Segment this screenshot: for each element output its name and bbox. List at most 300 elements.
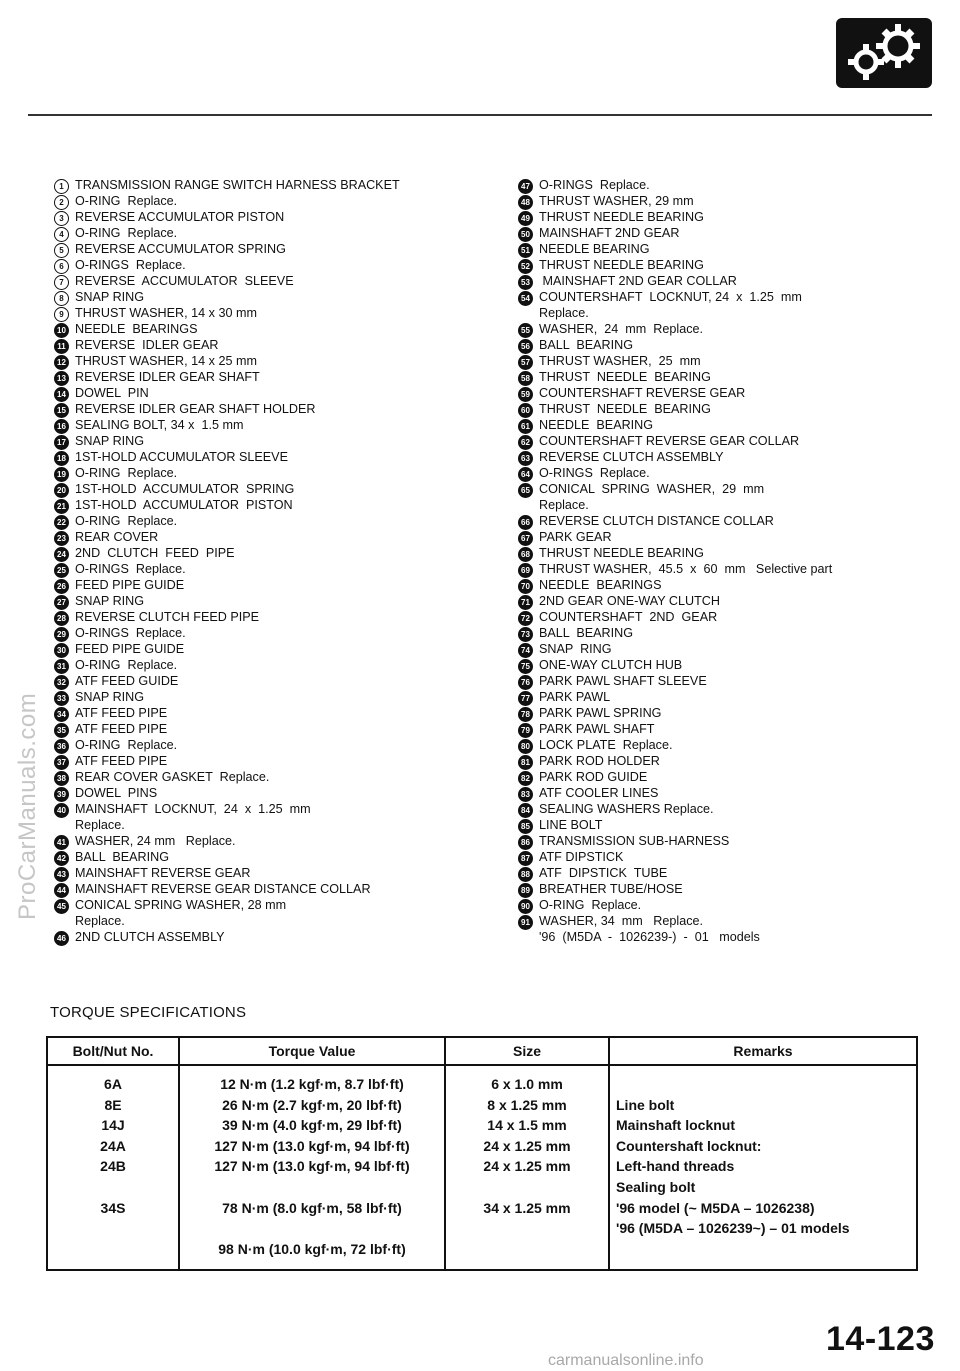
list-item	[518, 482, 938, 514]
list-item	[54, 898, 454, 930]
item-label: PARK ROD GUIDE	[539, 769, 648, 784]
item-label: NEEDLE BEARING	[539, 242, 650, 256]
item-number-badge: 1	[54, 179, 69, 194]
bolt-size: 24 x 1.25 mm	[483, 1158, 571, 1175]
bolt-nut-number: 14J	[101, 1117, 125, 1134]
list-item	[54, 242, 454, 258]
item-number-badge: 44	[54, 883, 69, 898]
list-item	[54, 610, 454, 626]
list-item	[54, 402, 454, 418]
header-bolt: Bolt/Nut No.	[47, 1037, 179, 1065]
item-label: REVERSE CLUTCH DISTANCE COLLAR	[539, 513, 774, 528]
item-number-badge: 13	[54, 371, 69, 386]
list-item	[518, 786, 938, 802]
item-label: TRANSMISSION SUB-HARNESS	[539, 833, 730, 848]
list-item	[54, 626, 454, 642]
item-label: SNAP RING	[75, 690, 145, 704]
item-number-badge: 52	[518, 259, 533, 274]
item-label: DOWEL PINS	[75, 786, 158, 800]
remark: Line bolt	[616, 1096, 675, 1113]
item-number-badge: 33	[54, 691, 69, 706]
item-number-badge: 41	[54, 835, 69, 850]
list-item	[518, 242, 938, 258]
bolt-size: 34 x 1.25 mm	[483, 1199, 571, 1216]
item-label: O-RING Replace.	[75, 194, 178, 208]
item-label: REAR COVER GASKET Replace.	[75, 770, 270, 784]
item-number-badge: 40	[54, 803, 69, 818]
list-item	[54, 434, 454, 450]
bolt-nut-number: 34S	[100, 1199, 126, 1216]
item-label: MAINSHAFT REVERSE GEAR DISTANCE COLLAR	[75, 881, 371, 896]
item-number-badge: 3	[54, 211, 69, 226]
item-label: PARK PAWL SPRING	[539, 705, 662, 720]
item-number-badge: 28	[54, 611, 69, 626]
item-number-badge: 27	[54, 595, 69, 610]
item-label: REVERSE ACCUMULATOR SLEEVE	[75, 274, 294, 288]
list-item	[518, 818, 938, 834]
bolt-nut-number	[54, 1177, 172, 1198]
remark: Left-hand threads	[616, 1158, 735, 1175]
item-label: COUNTERSHAFT REVERSE GEAR COLLAR	[539, 433, 800, 448]
list-item	[518, 770, 938, 786]
item-label: THRUST WASHER, 29 mm	[539, 194, 694, 208]
remark: '96 model (~ M5DA – 1026238)	[616, 1199, 815, 1216]
item-number-badge: 43	[54, 867, 69, 882]
item-label: NEEDLE BEARINGS	[75, 322, 198, 336]
list-item	[54, 578, 454, 594]
item-label: O-RINGS Replace.	[75, 562, 186, 576]
list-item	[518, 530, 938, 546]
item-label: REVERSE CLUTCH ASSEMBLY	[539, 449, 724, 464]
item-label: LINE BOLT	[539, 817, 603, 832]
item-number-badge: 31	[54, 659, 69, 674]
list-item	[54, 674, 454, 690]
item-number-badge: 53	[518, 275, 533, 290]
torque-value: 26 N·m (2.7 kgf·m, 20 lbf·ft)	[222, 1096, 402, 1113]
torque-value: 98 N·m (10.0 kgf·m, 72 lbf·ft)	[218, 1240, 406, 1257]
bolt-size: 8 x 1.25 mm	[487, 1096, 567, 1113]
list-item	[54, 258, 454, 274]
bolt-size: 6 x 1.0 mm	[491, 1076, 563, 1092]
list-item	[518, 850, 938, 866]
item-number-badge: 34	[54, 707, 69, 722]
list-item	[54, 290, 454, 306]
item-label: O-RING Replace.	[75, 658, 178, 672]
item-label: ATF COOLER LINES	[539, 785, 659, 800]
item-number-badge: 8	[54, 291, 69, 306]
list-item	[518, 802, 938, 818]
remark: Countershaft locknut:	[616, 1137, 762, 1154]
page-number: 14-123	[826, 1320, 935, 1358]
list-item	[518, 274, 938, 290]
list-item	[518, 402, 938, 418]
bolt-nut-number: 8E	[104, 1096, 122, 1113]
item-label: REVERSE IDLER GEAR SHAFT	[75, 370, 260, 384]
item-label: REVERSE IDLER GEAR	[75, 338, 219, 352]
list-item	[54, 738, 454, 754]
list-item	[54, 562, 454, 578]
list-item	[518, 450, 938, 466]
item-number-badge: 10	[54, 323, 69, 338]
item-note: Replace.	[539, 497, 589, 512]
bolt-size: 24 x 1.25 mm	[483, 1137, 571, 1154]
bolt-nut-number: 24B	[100, 1158, 126, 1175]
item-number-badge: 78	[518, 707, 533, 722]
item-label: MAINSHAFT LOCKNUT, 24 x 1.25 mm	[75, 802, 311, 816]
item-number-badge: 14	[54, 387, 69, 402]
torque-value: 39 N·m (4.0 kgf·m, 29 lbf·ft)	[222, 1117, 402, 1134]
item-label: ATF DIPSTICK TUBE	[539, 865, 668, 880]
item-number-badge: 5	[54, 243, 69, 258]
list-item	[54, 882, 454, 898]
list-item	[518, 914, 938, 946]
torque-spec-table	[46, 1036, 918, 1271]
item-label: 2ND CLUTCH FEED PIPE	[75, 546, 235, 560]
torque-value: 78 N·m (8.0 kgf·m, 58 lbf·ft)	[222, 1199, 402, 1216]
list-item	[54, 658, 454, 674]
list-item	[54, 418, 454, 434]
header-torque: Torque Value	[179, 1037, 445, 1065]
list-item	[518, 338, 938, 354]
list-item	[518, 210, 938, 226]
item-label: O-RING Replace.	[75, 738, 178, 752]
list-item	[54, 514, 454, 530]
remark	[616, 1074, 910, 1095]
item-number-badge: 18	[54, 451, 69, 466]
item-number-badge: 61	[518, 419, 533, 434]
list-item	[54, 482, 454, 498]
item-note: Replace.	[75, 818, 125, 832]
item-number-badge: 79	[518, 723, 533, 738]
list-item	[518, 578, 938, 594]
item-number-badge: 20	[54, 483, 69, 498]
list-item	[518, 514, 938, 530]
list-item	[518, 898, 938, 914]
item-number-badge: 25	[54, 563, 69, 578]
remark: '96 (M5DA – 1026239~) – 01 models	[616, 1220, 850, 1237]
list-item	[54, 770, 454, 786]
item-number-badge: 73	[518, 627, 533, 642]
item-number-badge: 70	[518, 579, 533, 594]
item-label: 1ST-HOLD ACCUMULATOR SPRING	[75, 482, 295, 496]
item-number-badge: 91	[518, 915, 533, 930]
item-label: FEED PIPE GUIDE	[75, 642, 185, 656]
item-number-badge: 71	[518, 595, 533, 610]
item-number-badge: 85	[518, 819, 533, 834]
item-label: COUNTERSHAFT LOCKNUT, 24 x 1.25 mm	[539, 290, 802, 304]
item-label: THRUST WASHER, 45.5 x 60 mm Selective part	[539, 561, 833, 576]
item-label: WASHER, 24 mm Replace.	[539, 321, 703, 336]
item-label: WASHER, 24 mm Replace.	[75, 833, 236, 848]
list-item	[54, 354, 454, 370]
item-number-badge: 87	[518, 851, 533, 866]
item-number-badge: 90	[518, 899, 533, 914]
list-item	[54, 594, 454, 610]
item-label: PARK ROD HOLDER	[539, 753, 660, 768]
item-label: SNAP RING	[75, 594, 145, 608]
item-number-badge: 60	[518, 403, 533, 418]
item-label: THRUST WASHER, 14 x 30 mm	[75, 306, 257, 320]
item-label: 2ND GEAR ONE-WAY CLUTCH	[539, 593, 720, 608]
item-number-badge: 23	[54, 531, 69, 546]
list-item	[518, 434, 938, 450]
list-item	[54, 786, 454, 802]
item-number-badge: 19	[54, 467, 69, 482]
item-number-badge: 89	[518, 883, 533, 898]
list-item	[518, 370, 938, 386]
list-item	[54, 802, 454, 834]
list-item	[518, 754, 938, 770]
header-rule	[28, 114, 932, 116]
list-item	[518, 626, 938, 642]
item-number-badge: 46	[54, 931, 69, 946]
list-item	[54, 706, 454, 722]
list-item	[54, 530, 454, 546]
list-item	[54, 210, 454, 226]
list-item	[518, 866, 938, 882]
list-item	[518, 738, 938, 754]
item-number-badge: 56	[518, 339, 533, 354]
item-number-badge: 86	[518, 835, 533, 850]
item-number-badge: 74	[518, 643, 533, 658]
item-label: COUNTERSHAFT 2ND GEAR	[539, 609, 718, 624]
bolt-nut-number: 24A	[100, 1137, 126, 1154]
torque-value	[186, 1177, 438, 1198]
list-item	[518, 258, 938, 274]
bolt-nut-column	[47, 1065, 179, 1270]
list-item	[54, 850, 454, 866]
list-item	[54, 498, 454, 514]
item-number-badge: 47	[518, 179, 533, 194]
item-label: O-RING Replace.	[75, 226, 178, 240]
item-label: ATF FEED PIPE	[75, 722, 168, 736]
item-label: THRUST NEEDLE BEARING	[539, 369, 711, 384]
list-item	[54, 370, 454, 386]
list-item	[518, 594, 938, 610]
item-label: O-RING Replace.	[539, 897, 642, 912]
list-item	[54, 306, 454, 322]
parts-list-right	[518, 178, 938, 946]
item-number-badge: 77	[518, 691, 533, 706]
item-label: THRUST NEEDLE BEARING	[539, 258, 704, 272]
item-number-badge: 4	[54, 227, 69, 242]
item-number-badge: 30	[54, 643, 69, 658]
list-item	[54, 690, 454, 706]
list-item	[54, 322, 454, 338]
remark: Sealing bolt	[616, 1178, 696, 1195]
item-label: O-RINGS Replace.	[75, 258, 186, 272]
item-number-badge: 32	[54, 675, 69, 690]
item-number-badge: 66	[518, 515, 533, 530]
list-item	[54, 546, 454, 562]
item-number-badge: 42	[54, 851, 69, 866]
item-number-badge: 36	[54, 739, 69, 754]
list-item	[54, 642, 454, 658]
list-item	[518, 706, 938, 722]
item-number-badge: 67	[518, 531, 533, 546]
item-label: O-RINGS Replace.	[539, 178, 650, 192]
item-label: O-RING Replace.	[75, 466, 178, 480]
item-number-badge: 57	[518, 355, 533, 370]
item-number-badge: 38	[54, 771, 69, 786]
item-label: REVERSE IDLER GEAR SHAFT HOLDER	[75, 402, 316, 416]
list-item	[518, 194, 938, 210]
item-number-badge: 17	[54, 435, 69, 450]
list-item	[518, 354, 938, 370]
item-label: ATF FEED GUIDE	[75, 674, 179, 688]
item-number-badge: 29	[54, 627, 69, 642]
list-item	[54, 274, 454, 290]
list-item	[54, 930, 454, 946]
table-header-row	[47, 1037, 917, 1065]
item-number-badge: 15	[54, 403, 69, 418]
torque-value: 127 N·m (13.0 kgf·m, 94 lbf·ft)	[214, 1137, 410, 1154]
item-label: REVERSE CLUTCH FEED PIPE	[75, 610, 260, 624]
list-item	[54, 754, 454, 770]
item-number-badge: 82	[518, 771, 533, 786]
item-label: BREATHER TUBE/HOSE	[539, 881, 683, 896]
item-label: NEEDLE BEARINGS	[539, 577, 662, 592]
item-label: O-RINGS Replace.	[539, 465, 650, 480]
list-item	[518, 722, 938, 738]
item-number-badge: 75	[518, 659, 533, 674]
item-number-badge: 55	[518, 323, 533, 338]
list-item	[54, 450, 454, 466]
list-item	[518, 690, 938, 706]
item-number-badge: 21	[54, 499, 69, 514]
item-number-badge: 83	[518, 787, 533, 802]
item-label: PARK PAWL SHAFT	[539, 721, 655, 736]
item-number-badge: 11	[54, 339, 69, 354]
item-number-badge: 2	[54, 195, 69, 210]
list-item	[518, 834, 938, 850]
list-item	[518, 642, 938, 658]
footer-watermark: carmanualsonline.info	[548, 1352, 704, 1369]
item-label: THRUST NEEDLE BEARING	[539, 401, 711, 416]
item-label: SNAP RING	[75, 290, 145, 304]
item-label: MAINSHAFT 2ND GEAR	[539, 226, 680, 240]
bolt-nut-number: 6A	[104, 1076, 122, 1092]
item-number-badge: 49	[518, 211, 533, 226]
item-number-badge: 45	[54, 899, 69, 914]
item-label: THRUST WASHER, 14 x 25 mm	[75, 354, 257, 368]
item-number-badge: 84	[518, 803, 533, 818]
item-number-badge: 64	[518, 467, 533, 482]
bolt-size: 14 x 1.5 mm	[487, 1117, 567, 1134]
list-item	[54, 178, 454, 194]
item-label: ATF FEED PIPE	[75, 754, 168, 768]
item-number-badge: 65	[518, 483, 533, 498]
item-label: BALL BEARING	[75, 849, 170, 864]
list-item	[54, 194, 454, 210]
list-item	[518, 466, 938, 482]
item-number-badge: 69	[518, 563, 533, 578]
item-label: CONICAL SPRING WASHER, 28 mm	[75, 897, 287, 912]
list-item	[54, 834, 454, 850]
side-watermark: ProCarManuals.com	[14, 692, 41, 920]
list-item	[518, 386, 938, 402]
item-number-badge: 81	[518, 755, 533, 770]
item-label: REVERSE ACCUMULATOR SPRING	[75, 242, 286, 256]
list-item	[54, 386, 454, 402]
item-label: NEEDLE BEARING	[539, 417, 654, 432]
item-number-badge: 37	[54, 755, 69, 770]
item-label: O-RINGS Replace.	[75, 626, 186, 640]
item-label: O-RING Replace.	[75, 514, 178, 528]
size-column	[445, 1065, 609, 1270]
item-label: SEALING WASHERS Replace.	[539, 801, 714, 816]
item-label: ATF DIPSTICK	[539, 849, 624, 864]
item-label: PARK GEAR	[539, 529, 612, 544]
list-item	[54, 226, 454, 242]
list-item	[518, 546, 938, 562]
item-label: 2ND CLUTCH ASSEMBLY	[75, 929, 225, 944]
item-number-badge: 54	[518, 291, 533, 306]
item-number-badge: 50	[518, 227, 533, 242]
item-label: SEALING BOLT, 34 x 1.5 mm	[75, 418, 244, 432]
table-row	[47, 1065, 917, 1270]
list-item	[518, 674, 938, 690]
list-item	[518, 322, 938, 338]
item-note: Replace.	[75, 913, 125, 928]
item-label: THRUST WASHER, 25 mm	[539, 353, 701, 368]
list-item	[518, 658, 938, 674]
item-number-badge: 59	[518, 387, 533, 402]
item-label: BALL BEARING	[539, 625, 634, 640]
item-label: SNAP RING	[539, 641, 612, 656]
item-number-badge: 24	[54, 547, 69, 562]
remark: Mainshaft locknut	[616, 1117, 736, 1134]
item-number-badge: 7	[54, 275, 69, 290]
list-item	[518, 882, 938, 898]
item-number-badge: 88	[518, 867, 533, 882]
header-remarks: Remarks	[609, 1037, 917, 1065]
item-number-badge: 12	[54, 355, 69, 370]
item-label: 1ST-HOLD ACCUMULATOR PISTON	[75, 498, 293, 512]
torque-value: 12 N·m (1.2 kgf·m, 8.7 lbf·ft)	[220, 1076, 404, 1092]
item-number-badge: 63	[518, 451, 533, 466]
item-note: '96 (M5DA - 1026239-) - 01 models	[539, 929, 760, 944]
item-label: TRANSMISSION RANGE SWITCH HARNESS BRACKET	[75, 178, 400, 192]
item-number-badge: 80	[518, 739, 533, 754]
item-number-badge: 62	[518, 435, 533, 450]
torque-value-column	[179, 1065, 445, 1270]
torque-value	[186, 1218, 438, 1239]
item-number-badge: 35	[54, 723, 69, 738]
item-label: CONICAL SPRING WASHER, 29 mm	[539, 481, 765, 496]
list-item	[54, 466, 454, 482]
list-item	[54, 338, 454, 354]
item-label: REAR COVER	[75, 530, 159, 544]
header-size: Size	[445, 1037, 609, 1065]
item-number-badge: 16	[54, 419, 69, 434]
list-item	[54, 866, 454, 882]
list-item	[518, 610, 938, 626]
item-number-badge: 39	[54, 787, 69, 802]
item-number-badge: 68	[518, 547, 533, 562]
item-number-badge: 76	[518, 675, 533, 690]
item-label: ATF FEED PIPE	[75, 706, 168, 720]
item-number-badge: 72	[518, 611, 533, 626]
item-label: DOWEL PIN	[75, 386, 149, 400]
item-label: MAINSHAFT 2ND GEAR COLLAR	[539, 274, 737, 288]
list-item	[518, 226, 938, 242]
item-label: THRUST NEEDLE BEARING	[539, 210, 704, 224]
list-item	[54, 722, 454, 738]
item-label: LOCK PLATE Replace.	[539, 737, 673, 752]
parts-list-left	[54, 178, 454, 946]
item-number-badge: 6	[54, 259, 69, 274]
